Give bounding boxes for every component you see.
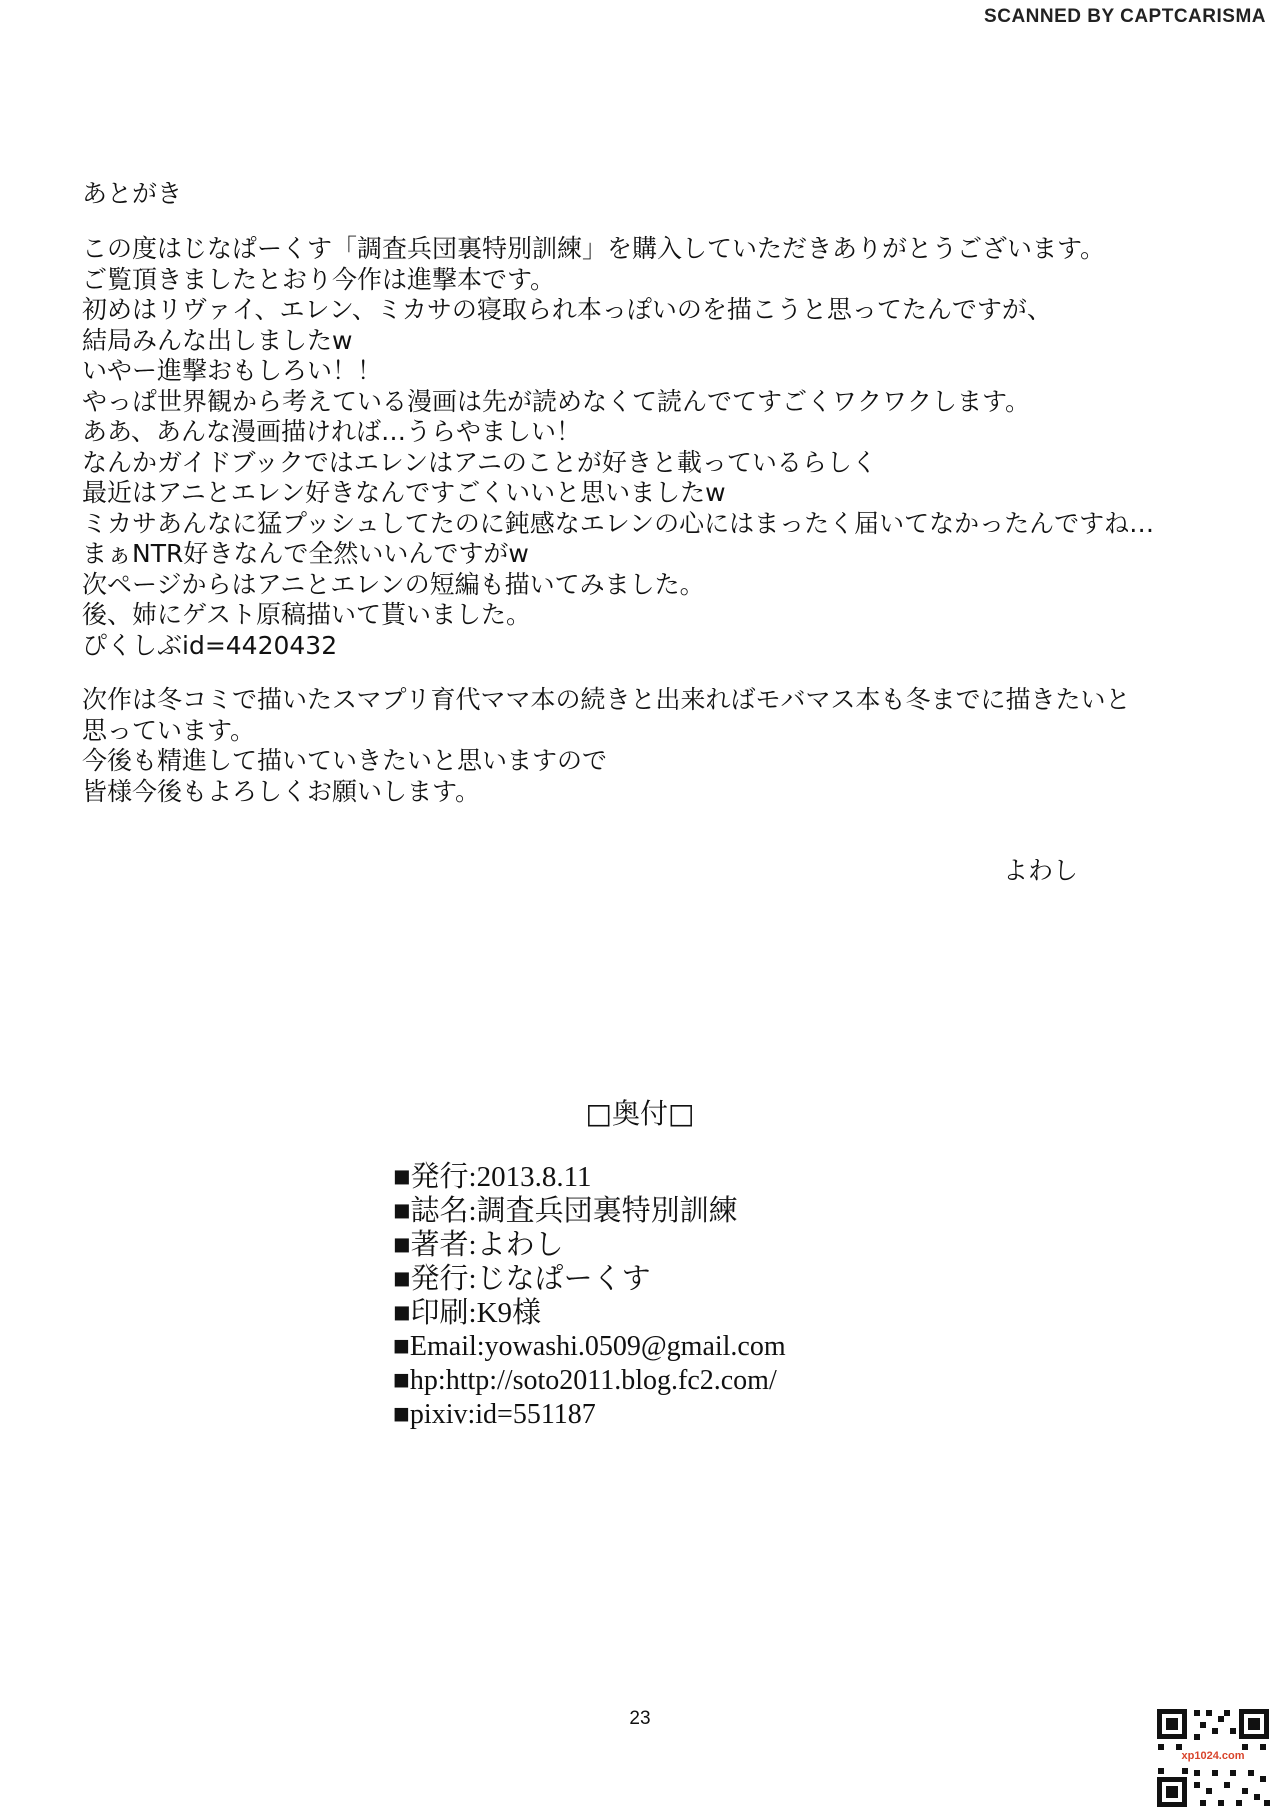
scan-credit: SCANNED BY CAPTCARISMA — [984, 6, 1266, 27]
colophon-homepage: ■hp:http://soto2011.blog.fc2.com/ — [393, 1365, 777, 1396]
colophon-printer: ■印刷:K9様 — [393, 1297, 542, 1329]
qr-watermark-text: xp1024.com — [1158, 1750, 1268, 1762]
afterword-line: なんかガイドブックではエレンはアニのことが好きと載っているらしく — [82, 447, 877, 477]
afterword-title: あとがき — [82, 179, 183, 208]
afterword-line: ぴくしぶid=4420432 — [82, 630, 338, 660]
afterword-line: 後、姉にゲスト原稿描いて貰いました。 — [82, 600, 532, 629]
afterword-line: 次ページからはアニとエレンの短編も描いてみました。 — [82, 569, 705, 599]
afterword-line: いやー進撃おもしろい！！ — [82, 356, 383, 385]
afterword-paragraph-2 — [82, 685, 1262, 807]
afterword-line: 今後も精進して描いていきたいと思いますので — [82, 746, 608, 775]
afterword-line: ああ、あんな漫画描ければ…うらやましい！ — [82, 417, 582, 446]
afterword-paragraph-1 — [82, 234, 1262, 661]
afterword-line: やっぱ世界観から考えている漫画は先が読めなくて読んでてすごくワクワクします。 — [82, 386, 1031, 416]
afterword-line: 結局みんな出しましたw — [82, 325, 353, 355]
page-number: 23 — [629, 1708, 651, 1729]
colophon-pixiv: ■pixiv:id=551187 — [393, 1399, 596, 1430]
colophon-author: ■著者:よわし — [393, 1229, 564, 1261]
afterword-line: ミカサあんなに猛プッシュしてたのに鈍感なエレンの心にはまったく届いてなかったんですね… — [82, 508, 1155, 538]
afterword-line: 皆様今後もよろしくお願いします。 — [82, 776, 481, 806]
colophon-title: □奥付□ — [585, 1097, 695, 1130]
colophon-publisher: ■発行:じなぱーくす — [393, 1263, 651, 1295]
colophon-book-title: ■誌名:調査兵団裏特別訓練 — [393, 1195, 738, 1227]
colophon-email: ■Email:yowashi.0509@gmail.com — [393, 1331, 786, 1362]
colophon-block — [393, 1160, 786, 1432]
afterword-line: まぁNTR好きなんで全然いいんですがw — [82, 539, 529, 568]
afterword-line: ご覧頂きましたとおり今作は進撃本です。 — [82, 264, 556, 294]
afterword-line: 次作は冬コミで描いたスマプリ育代ママ本の続きと出来ればモバマス本も冬までに描きたいと — [82, 685, 1131, 714]
afterword-line: この度はじなぱーくす「調査兵団裏特別訓練」を購入していただきありがとうございます。 — [82, 234, 1106, 263]
afterword-section — [82, 178, 1262, 807]
afterword-line: 思っています。 — [82, 715, 256, 745]
qr-code-watermark — [1154, 1706, 1272, 1810]
afterword-line: 初めはリヴァイ、エレン、ミカサの寝取られ本っぽいのを描こうと思ってたんですが、 — [82, 295, 1052, 324]
author-signature: よわし — [1003, 856, 1079, 885]
afterword-line: 最近はアニとエレン好きなんですごくいいと思いましたw — [82, 478, 726, 507]
colophon-release-date: ■発行:2013.8.11 — [393, 1161, 592, 1193]
